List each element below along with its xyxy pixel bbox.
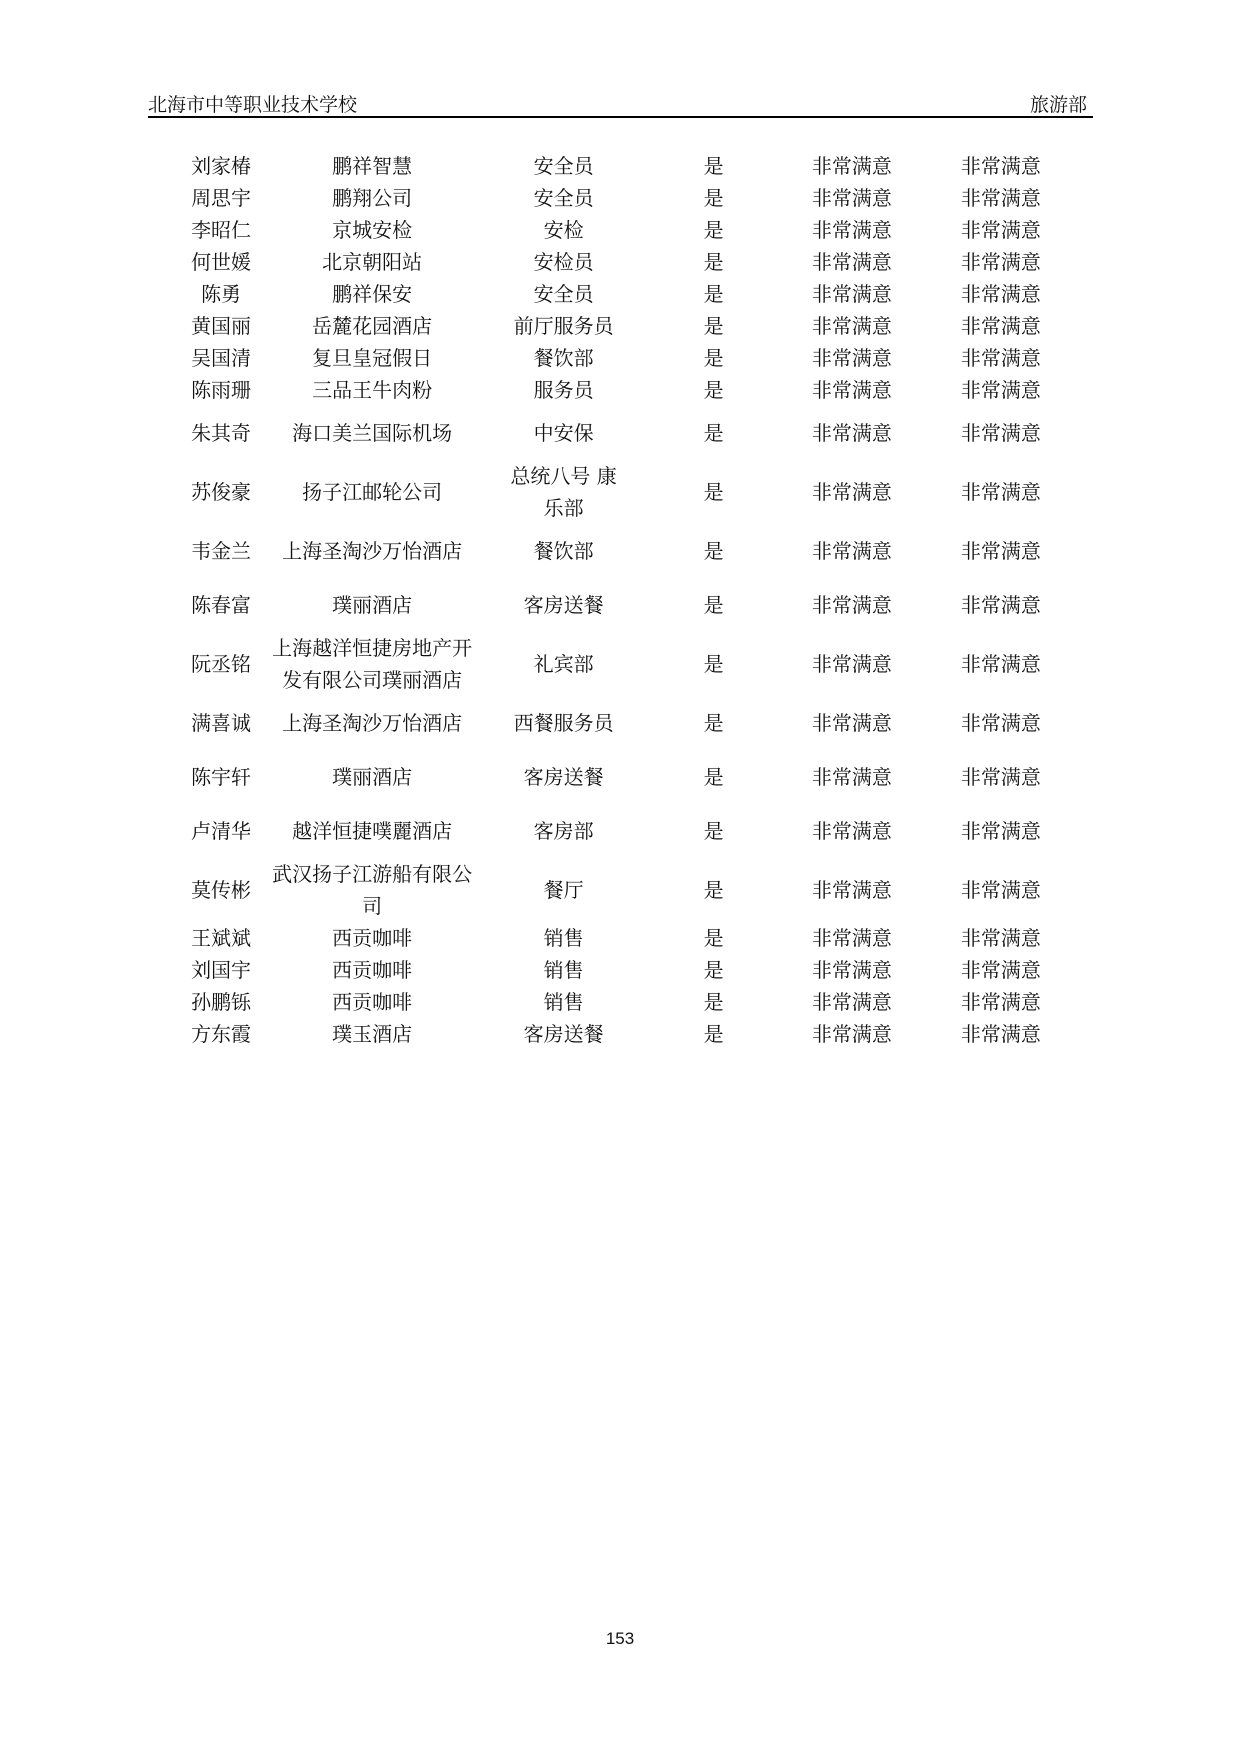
- student-name: 陈宇轩: [191, 765, 252, 789]
- satisfaction-b: 非常满意: [960, 378, 1041, 402]
- page-number: 153: [605, 1629, 635, 1648]
- department-name: 旅游部: [1029, 94, 1087, 116]
- table-row: [170, 374, 1070, 406]
- satisfaction-a: 非常满意: [811, 593, 892, 617]
- employer: 西贡咖啡: [332, 926, 413, 950]
- employer: 鹏翔公司: [332, 186, 413, 210]
- major-match: 是: [703, 378, 724, 402]
- table-row: [170, 460, 1070, 524]
- table-row: [170, 922, 1070, 954]
- satisfaction-a: 非常满意: [811, 765, 892, 789]
- job-position: 安全员: [533, 154, 594, 178]
- employer: 北京朝阳站: [322, 250, 423, 274]
- table-row: [170, 858, 1070, 922]
- major-match: 是: [703, 990, 724, 1014]
- satisfaction-b: 非常满意: [960, 346, 1041, 370]
- job-position: 客房送餐: [523, 593, 604, 617]
- table-row: [170, 406, 1070, 460]
- satisfaction-a: 非常满意: [811, 819, 892, 843]
- job-position: 中安保: [533, 421, 594, 445]
- satisfaction-a: 非常满意: [811, 314, 892, 338]
- satisfaction-b: 非常满意: [960, 421, 1041, 445]
- employer: 璞玉酒店: [332, 1022, 413, 1046]
- job-position: 客房部: [533, 819, 594, 843]
- student-name: 周思宇: [191, 186, 252, 210]
- major-match: 是: [703, 1022, 724, 1046]
- satisfaction-a: 非常满意: [811, 218, 892, 242]
- job-position: 安检员: [533, 250, 594, 274]
- employer: 复旦皇冠假日: [312, 346, 433, 370]
- employer: 越洋恒捷噗麗酒店: [292, 819, 453, 843]
- employer: 武汉扬子江游船有限公司: [272, 862, 473, 918]
- satisfaction-b: 非常满意: [960, 593, 1041, 617]
- satisfaction-b: 非常满意: [960, 218, 1041, 242]
- satisfaction-b: 非常满意: [960, 539, 1041, 563]
- job-position: 销售: [543, 990, 584, 1014]
- employer: 海口美兰国际机场: [292, 421, 453, 445]
- major-match: 是: [703, 154, 724, 178]
- satisfaction-b: 非常满意: [960, 480, 1041, 504]
- employer: 扬子江邮轮公司: [302, 480, 443, 504]
- table-row: [170, 578, 1070, 632]
- major-match: 是: [703, 346, 724, 370]
- satisfaction-b: 非常满意: [960, 154, 1041, 178]
- major-match: 是: [703, 652, 724, 676]
- satisfaction-b: 非常满意: [960, 1022, 1041, 1046]
- page-header: [148, 84, 1093, 118]
- student-name: 陈春富: [191, 593, 252, 617]
- major-match: 是: [703, 926, 724, 950]
- job-position: 前厅服务员: [513, 314, 614, 338]
- table-row: [170, 986, 1070, 1018]
- table-row: [170, 954, 1070, 986]
- major-match: 是: [703, 480, 724, 504]
- employer: 京城安检: [332, 218, 413, 242]
- student-name: 方东霞: [191, 1022, 252, 1046]
- job-position: 销售: [543, 926, 584, 950]
- satisfaction-a: 非常满意: [811, 539, 892, 563]
- satisfaction-a: 非常满意: [811, 926, 892, 950]
- satisfaction-a: 非常满意: [811, 250, 892, 274]
- table-row: [170, 246, 1070, 278]
- satisfaction-a: 非常满意: [811, 346, 892, 370]
- employer: 璞丽酒店: [332, 593, 413, 617]
- student-name: 韦金兰: [191, 539, 252, 563]
- major-match: 是: [703, 878, 724, 902]
- job-position: 安检: [543, 218, 584, 242]
- satisfaction-a: 非常满意: [811, 186, 892, 210]
- student-name: 李昭仁: [191, 218, 252, 242]
- job-position: 销售: [543, 958, 584, 982]
- employer: 璞丽酒店: [332, 765, 413, 789]
- satisfaction-b: 非常满意: [960, 314, 1041, 338]
- job-position: 礼宾部: [533, 652, 594, 676]
- student-name: 朱其奇: [191, 421, 252, 445]
- table-row: [170, 214, 1070, 246]
- major-match: 是: [703, 218, 724, 242]
- job-position: 餐厅: [543, 878, 584, 902]
- major-match: 是: [703, 250, 724, 274]
- employer: 鹏祥智慧: [332, 154, 413, 178]
- job-position: 总统八号 康乐部: [510, 464, 617, 520]
- major-match: 是: [703, 958, 724, 982]
- job-position: 餐饮部: [533, 539, 594, 563]
- job-position: 服务员: [533, 378, 594, 402]
- job-position: 客房送餐: [523, 765, 604, 789]
- satisfaction-b: 非常满意: [960, 186, 1041, 210]
- table-row: [170, 804, 1070, 858]
- student-name: 陈勇: [201, 282, 242, 306]
- major-match: 是: [703, 282, 724, 306]
- satisfaction-a: 非常满意: [811, 878, 892, 902]
- student-name: 吴国清: [191, 346, 252, 370]
- major-match: 是: [703, 593, 724, 617]
- satisfaction-b: 非常满意: [960, 282, 1041, 306]
- satisfaction-b: 非常满意: [960, 250, 1041, 274]
- placement-table: [170, 150, 1070, 1050]
- satisfaction-b: 非常满意: [960, 652, 1041, 676]
- major-match: 是: [703, 819, 724, 843]
- satisfaction-a: 非常满意: [811, 711, 892, 735]
- satisfaction-a: 非常满意: [811, 282, 892, 306]
- table-row: [170, 182, 1070, 214]
- student-name: 孙鹏铄: [191, 990, 252, 1014]
- student-name: 莫传彬: [191, 878, 252, 902]
- major-match: 是: [703, 421, 724, 445]
- employer: 西贡咖啡: [332, 958, 413, 982]
- student-name: 卢清华: [191, 819, 252, 843]
- student-name: 陈雨珊: [191, 378, 252, 402]
- table-row: [170, 1018, 1070, 1050]
- employer: 上海圣淘沙万怡酒店: [282, 539, 463, 563]
- student-name: 苏俊豪: [191, 480, 252, 504]
- employer: 岳麓花园酒店: [312, 314, 433, 338]
- table-row: [170, 696, 1070, 750]
- satisfaction-a: 非常满意: [811, 421, 892, 445]
- major-match: 是: [703, 186, 724, 210]
- satisfaction-b: 非常满意: [960, 990, 1041, 1014]
- employer: 上海圣淘沙万怡酒店: [282, 711, 463, 735]
- satisfaction-b: 非常满意: [960, 765, 1041, 789]
- satisfaction-a: 非常满意: [811, 154, 892, 178]
- satisfaction-a: 非常满意: [811, 652, 892, 676]
- job-position: 西餐服务员: [513, 711, 614, 735]
- student-name: 满喜诚: [191, 711, 252, 735]
- job-position: 餐饮部: [533, 346, 594, 370]
- satisfaction-a: 非常满意: [811, 1022, 892, 1046]
- student-name: 阮丞铭: [191, 652, 252, 676]
- satisfaction-a: 非常满意: [811, 958, 892, 982]
- student-name: 何世媛: [191, 250, 252, 274]
- major-match: 是: [703, 539, 724, 563]
- major-match: 是: [703, 711, 724, 735]
- satisfaction-b: 非常满意: [960, 819, 1041, 843]
- employer: 鹏祥保安: [332, 282, 413, 306]
- employer: 上海越洋恒捷房地产开发有限公司璞丽酒店: [272, 636, 473, 692]
- employer: 西贡咖啡: [332, 990, 413, 1014]
- table-row: [170, 750, 1070, 804]
- table-row: [170, 278, 1070, 310]
- school-name: 北海市中等职业技术学校: [148, 94, 358, 116]
- major-match: 是: [703, 314, 724, 338]
- satisfaction-a: 非常满意: [811, 378, 892, 402]
- satisfaction-b: 非常满意: [960, 958, 1041, 982]
- table-row: [170, 524, 1070, 578]
- satisfaction-b: 非常满意: [960, 711, 1041, 735]
- student-name: 王斌斌: [191, 926, 252, 950]
- student-name: 刘国宇: [191, 958, 252, 982]
- employer: 三品王牛肉粉: [312, 378, 433, 402]
- satisfaction-a: 非常满意: [811, 990, 892, 1014]
- student-name: 刘家椿: [191, 154, 252, 178]
- job-position: 安全员: [533, 282, 594, 306]
- job-position: 客房送餐: [523, 1022, 604, 1046]
- table-row: [170, 342, 1070, 374]
- satisfaction-a: 非常满意: [811, 480, 892, 504]
- table-row: [170, 310, 1070, 342]
- table-row: [170, 150, 1070, 182]
- satisfaction-b: 非常满意: [960, 878, 1041, 902]
- satisfaction-b: 非常满意: [960, 926, 1041, 950]
- job-position: 安全员: [533, 186, 594, 210]
- table-row: [170, 632, 1070, 696]
- student-name: 黄国丽: [191, 314, 252, 338]
- major-match: 是: [703, 765, 724, 789]
